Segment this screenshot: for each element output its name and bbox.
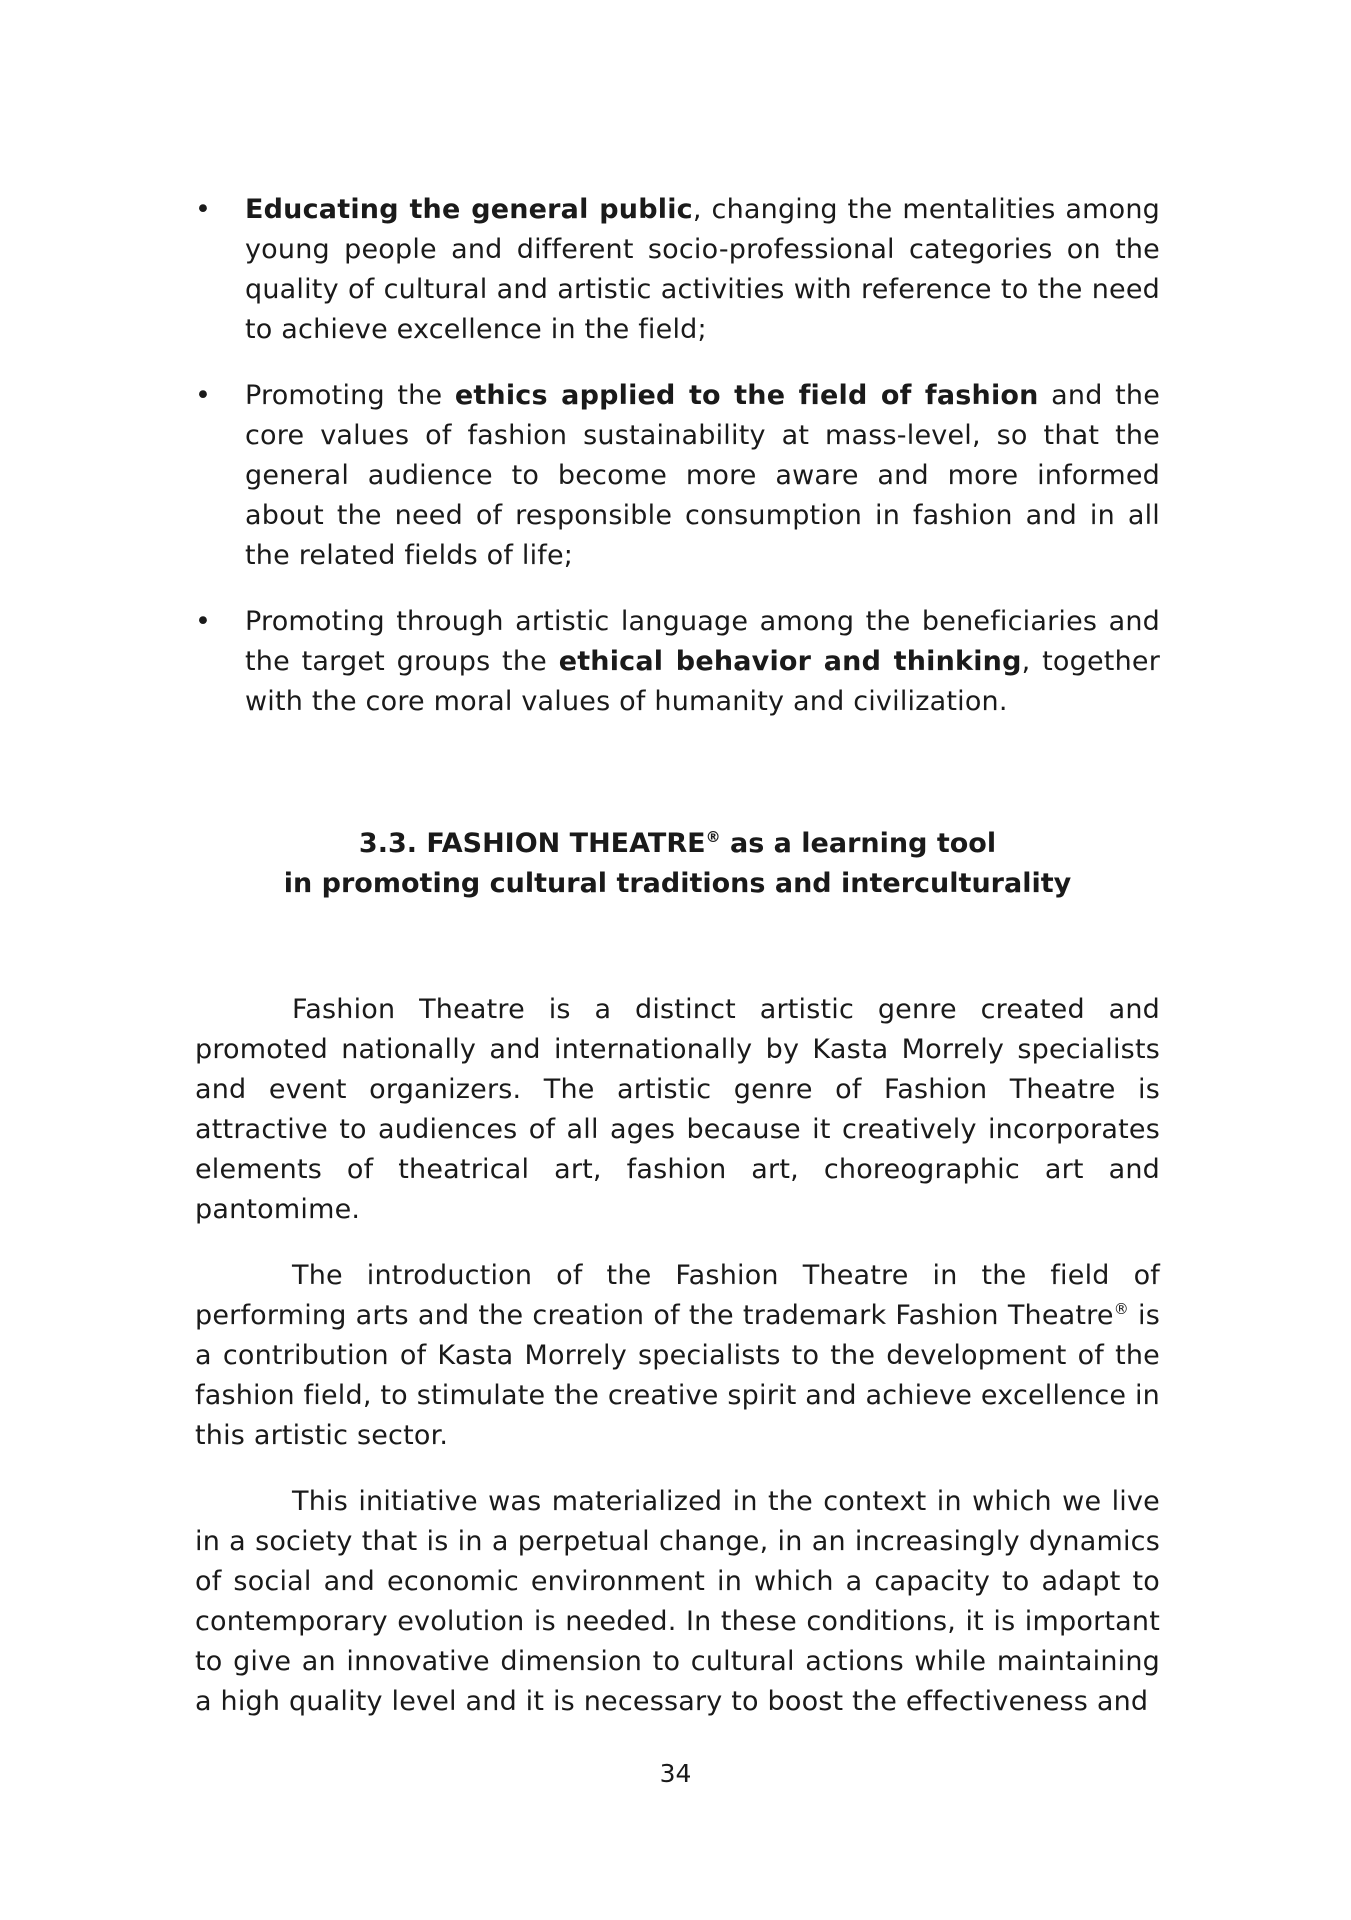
body-paragraph-2 [195,1256,1160,1456]
section-heading [195,824,1160,904]
body-paragraph-1: Fashion Theatre is a distinct artistic genre created and promoted nationally and internationally by Kasta Morrely specialists and event organizers. The artistic genre of Fashion Theatre is attractive to audiences of all ages because it creatively incorporates elements of theatrical art, fashion art, choreographic art and pantomime. [195,994,1160,1225]
page-content [195,190,1160,1748]
item-text-after: , together with the core moral values of humanity and civilization. [245,646,1160,717]
item-text-before: Promoting through artistic language among the beneficiaries and the target groups the [245,606,1160,677]
section-heading-line-2: in promoting cultural traditions and interculturality [283,868,1072,899]
heading-title-rest: as a learning tool [720,828,997,859]
bullet-icon: • [195,194,212,225]
paragraph-text-after: is a contribution of Kasta Morrely specialists to the development of the fashion field, to stimulate the creative spirit and achieve excellence in this artistic sector. [195,1300,1160,1451]
item-text-after: , changing the mentalities among young people and different socio-professional categories on the quality of cultural and artistic activities with reference to the need to achieve excellence in the field; [245,194,1161,345]
item-text-bold: ethics applied to the field of fashion [454,380,1039,411]
section-heading-line-1 [195,824,1160,864]
list-item [195,602,1160,722]
item-text-after: and the core values of fashion sustainability at mass-level, so that the general audience to become more aware and more informed about the need of responsible consumption in fashion and in all the related fields of life; [245,380,1160,571]
bullet-icon: • [195,606,212,637]
paragraph-text-before: The introduction of the Fashion Theatre in the field of performing arts and the creation of the trademark Fashion Theatre [195,1260,1160,1331]
registered-mark: ® [705,828,721,846]
body-paragraph-3: This initiative was materialized in the context in which we live in a society that is in a perpetual change, in an increasingly dynamics of social and economic environment in which a capacity to adapt to contemporary evolution is needed. In these conditions, it is important to give an innovative dimension to cultural actions while maintaining a high quality level and it is necessary to boost the effectiveness and [195,1486,1160,1717]
registered-mark: ® [1113,1300,1129,1318]
item-text-before: Promoting the [245,380,455,411]
heading-title-part: 3.3. FASHION THEATRE [358,828,706,859]
bullet-icon: • [195,380,212,411]
item-text-bold: ethical behavior and thinking [558,646,1022,677]
list-item [195,376,1160,576]
objectives-list [195,190,1160,722]
item-text-bold: Educating the general public [245,194,693,225]
page-number: 34 [659,1759,692,1788]
list-item [195,190,1160,350]
